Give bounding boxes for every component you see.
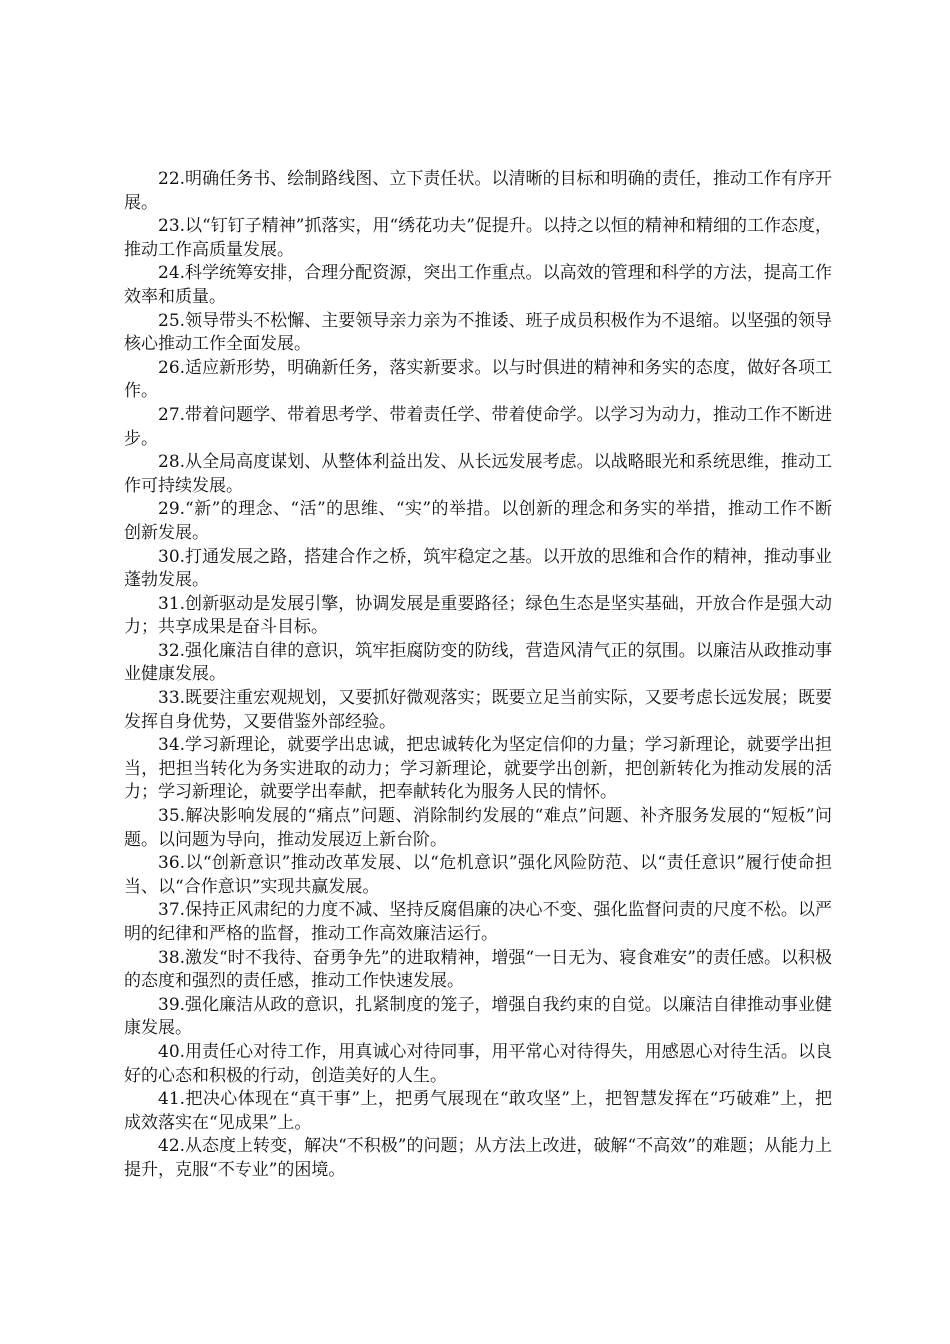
paragraph-39: 39.强化廉洁从政的意识，扎紧制度的笼子，增强自我约束的自觉。以廉洁自律推动事业健康发展。 bbox=[124, 994, 832, 1039]
paragraph-32: 32.强化廉洁自律的意识，筑牢拒腐防变的防线，营造风清气正的氛围。以廉洁从政推动事业健康发展。 bbox=[124, 640, 832, 685]
paragraph-26: 26.适应新形势，明确新任务，落实新要求。以与时俱进的精神和务实的态度，做好各项工作。 bbox=[124, 357, 832, 402]
paragraph-41: 41.把决心体现在“真干事”上，把勇气展现在“敢攻坚”上，把智慧发挥在“巧破难”上，把成效落实在“见成果”上。 bbox=[124, 1089, 832, 1133]
paragraph-31: 31.创新驱动是发展引擎，协调发展是重要路径；绿色生态是坚实基础，开放合作是强大动力；共享成果是奋斗目标。 bbox=[124, 593, 832, 638]
paragraph-33: 33.既要注重宏观规划，又要抓好微观落实；既要立足当前实际，又要考虑长远发展；既要发挥自身优势，又要借鉴外部经验。 bbox=[124, 688, 832, 732]
paragraph-36: 36.以“创新意识”推动改革发展、以“危机意识”强化风险防范、以“责任意识”履行使命担当、以“合作意识”实现共赢发展。 bbox=[124, 853, 832, 897]
paragraph-23: 23.以“钉钉子精神”抓落实，用“绣花功夫”促提升。以持之以恒的精神和精细的工作态度，推动工作高质量发展。 bbox=[124, 216, 832, 260]
paragraph-30: 30.打通发展之路，搭建合作之桥，筑牢稳定之基。以开放的思维和合作的精神，推动事业蓬勃发展。 bbox=[124, 546, 832, 591]
paragraph-40: 40.用责任心对待工作，用真诚心对待同事，用平常心对待得失，用感恩心对待生活。以良好的心态和积极的行动，创造美好的人生。 bbox=[124, 1041, 832, 1086]
paragraph-25: 25.领导带头不松懈、主要领导亲力亲为不推诿、班子成员积极作为不退缩。以坚强的领导核心推动工作全面发展。 bbox=[124, 310, 832, 355]
paragraph-42: 42.从态度上转变，解决“不积极”的问题；从方法上改进，破解“不高效”的难题；从能力上提升，克服“不专业”的困境。 bbox=[124, 1136, 832, 1180]
paragraph-24: 24.科学统筹安排，合理分配资源，突出工作重点。以高效的管理和科学的方法，提高工作效率和质量。 bbox=[124, 263, 832, 307]
paragraph-29: 29.“新”的理念、“活”的思维、“实”的举措。以创新的理念和务实的举措，推动工作不断创新发展。 bbox=[124, 499, 832, 543]
paragraph-22: 22.明确任务书、绘制路线图、立下责任状。以清晰的目标和明确的责任，推动工作有序开展。 bbox=[124, 169, 832, 213]
paragraph-28: 28.从全局高度谋划、从整体利益出发、从长远发展考虑。以战略眼光和系统思维，推动工作可持续发展。 bbox=[124, 452, 832, 496]
document-page bbox=[124, 168, 832, 1183]
paragraph-27: 27.带着问题学、带着思考学、带着责任学、带着使命学。以学习为动力，推动工作不断进步。 bbox=[124, 404, 832, 449]
paragraph-38: 38.激发“时不我待、奋勇争先”的进取精神，增强“一日无为、寝食难安”的责任感。以积极的态度和强烈的责任感，推动工作快速发展。 bbox=[124, 947, 832, 992]
paragraph-34: 34.学习新理论，就要学出忠诚，把忠诚转化为坚定信仰的力量；学习新理论，就要学出担当，把担当转化为务实进取的动力；学习新理论，就要学出创新，把创新转化为推动发展的活力；学习新理论，就要学出奉献，把奉献转化为服务人民的情怀。 bbox=[124, 735, 832, 803]
paragraph-37: 37.保持正风肃纪的力度不减、坚持反腐倡廉的决心不变、强化监督问责的尺度不松。以严明的纪律和严格的监督，推动工作高效廉洁运行。 bbox=[124, 900, 832, 944]
paragraph-35: 35.解决影响发展的“痛点”问题、消除制约发展的“难点”问题、补齐服务发展的“短板”问题。以问题为导向，推动发展迈上新台阶。 bbox=[124, 806, 832, 850]
